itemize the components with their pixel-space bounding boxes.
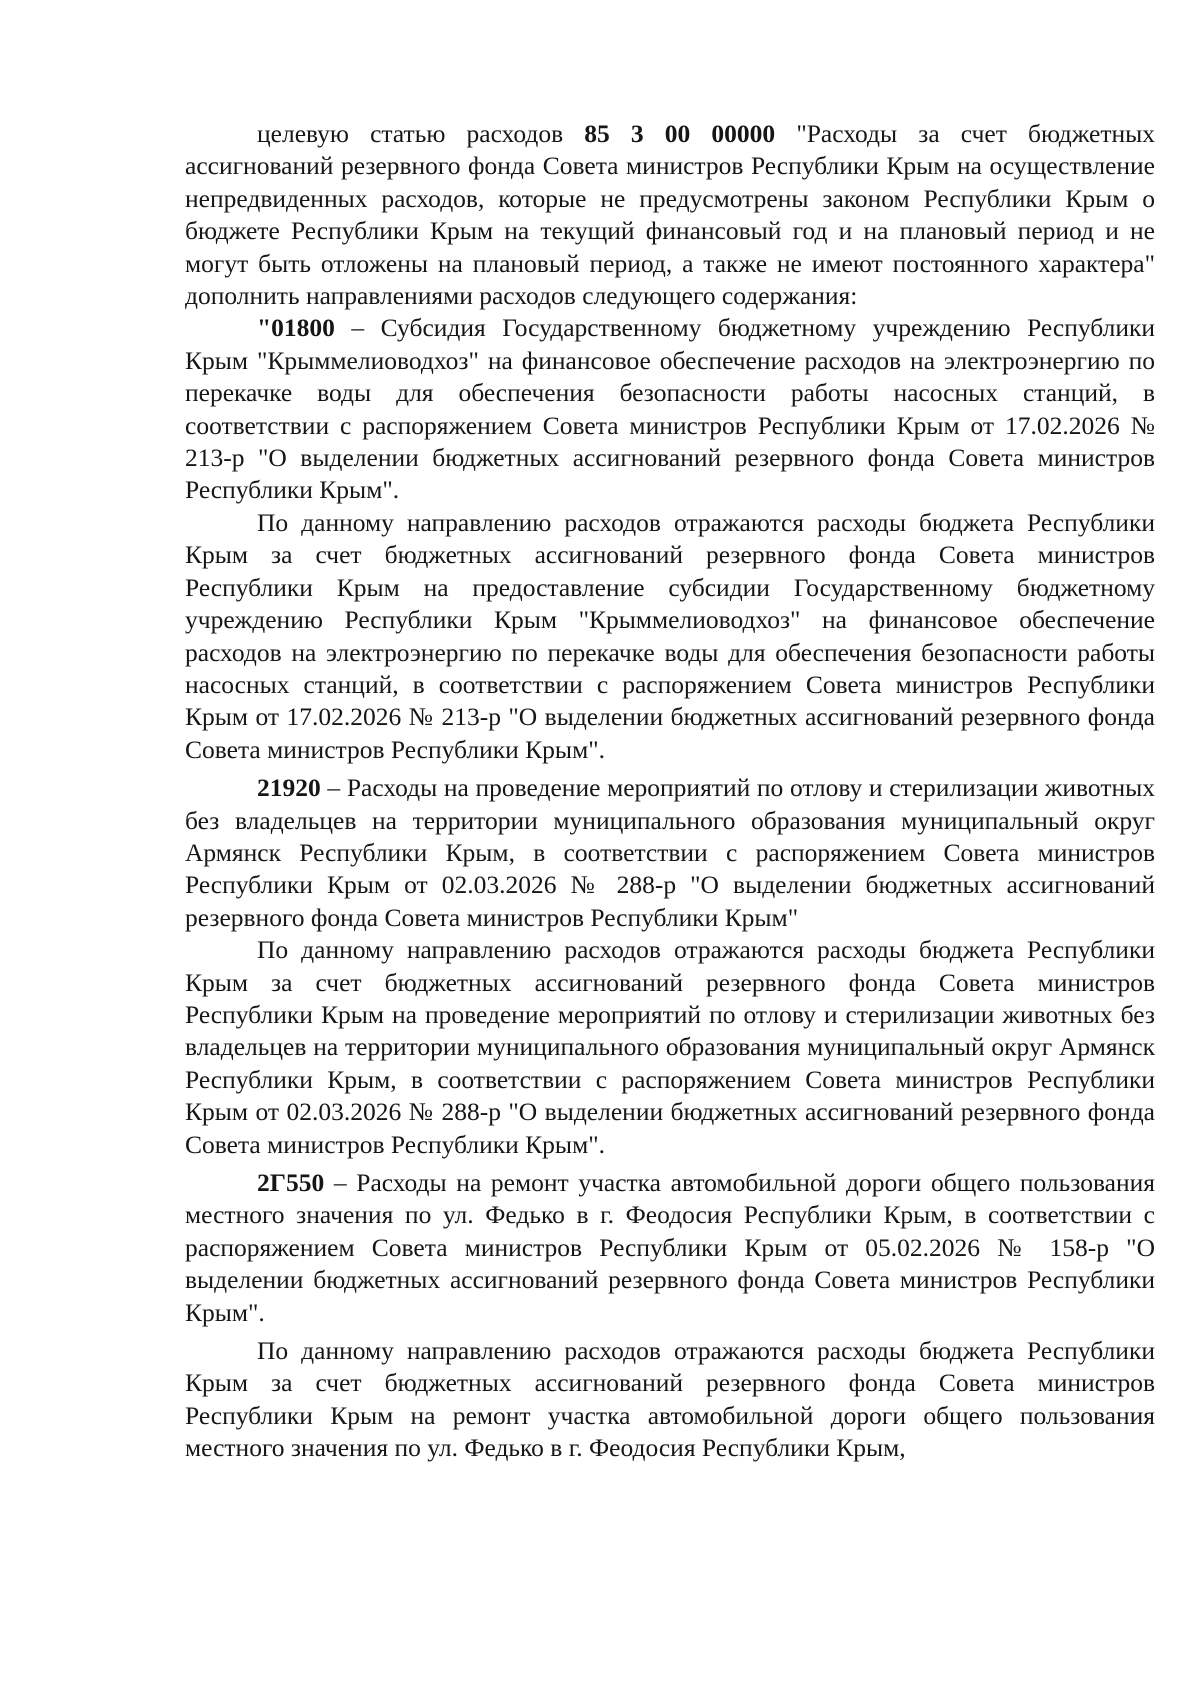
direction-code: 21920 (257, 773, 321, 803)
direction-code: 01800 (271, 313, 335, 343)
expense-direction-21920 (185, 772, 1155, 934)
direction-title: – Расходы на ремонт участка автомобильной дороги общего пользования местного значения по ул. Федько в г. Феодосия Республики Крым, в соответствии с распоряжением Совета министров Республики Крым от 05.02.2026 № 158-р "О выделении бюджетных ассигнований резервного фонда Совета министров Республики Крым". (185, 1168, 1155, 1327)
direction-description: По данному направлению расходов отражаются расходы бюджета Республики Крым за счет бюджетных ассигнований резервного фонда Совета министров Республики Крым на проведение мероприятий по отлову и стерилизации животных без владельцев на территории муниципального образования муниципальный округ Армянск Республики Крым, в соответствии с распоряжением Совета министров Республики Крым от 02.03.2026 № 288-р "О выделении бюджетных ассигнований резервного фонда Совета министров Республики Крым". (185, 935, 1155, 1159)
direction-title: – Субсидия Государственному бюджетному учреждению Республики Крым "Крыммелиоводхоз" на финансовое обеспечение расходов на электроэнергию по перекачке воды для обеспечения безопасности работы насосных станций, в соответствии с распоряжением Совета министров Республики Крым от 17.02.2026 № 213-р "О выделении бюджетных ассигнований резервного фонда Совета министров Республики Крым". (185, 313, 1155, 505)
quote-mark: " (257, 313, 272, 343)
direction-description: По данному направлению расходов отражаются расходы бюджета Республики Крым за счет бюджетных ассигнований резервного фонда Совета министров Республики Крым на предоставление субсидии Государственному бюджетному учреждению Республики Крым "Крыммелиоводхоз" на финансовое обеспечение расходов на электроэнергию по перекачке воды для обеспечения безопасности работы насосных станций, в соответствии с распоряжением Совета министров Республики Крым от 17.02.2026 № 213-р "О выделении бюджетных ассигнований резервного фонда Совета министров Республики Крым". (185, 507, 1155, 764)
document-body (185, 118, 1155, 1465)
direction-code: 2Г550 (257, 1168, 325, 1197)
direction-description: По данному направлению расходов отражаются расходы бюджета Республики Крым за счет бюджетных ассигнований резервного фонда Совета министров Республики Крым на ремонт участка автомобильной дороги общего пользования местного значения по ул. Федько в г. Феодосия Республики Крым, (185, 1336, 1155, 1463)
expense-direction-2g550 (185, 1167, 1155, 1329)
expense-direction-01800 (185, 312, 1155, 506)
intro-rest-text: "Расходы за счет бюджетных ассигнований резервного фонда Совета министров Республики Крым на осуществление непредвиденных расходов, которые не предусмотрены законом Республики Крым о бюджете Республики Крым на текущий финансовый год и на плановый период и не могут быть отложены на плановый период, а также не имеют постоянного характера" дополнить направлениями расходов следующего содержания: (185, 119, 1155, 311)
intro-paragraph (185, 118, 1155, 312)
intro-lead-text: целевую статью расходов (257, 119, 585, 148)
direction-title: – Расходы на проведение мероприятий по отлову и стерилизации животных без владельцев на территории муниципального образования муниципальный округ Армянск Республики Крым, в соответствии с распоряжением Совета министров Республики Крым от 02.03.2026 № 288-р "О выделении бюджетных ассигнований резервного фонда Совета министров Республики Крым" (185, 773, 1155, 932)
budget-article-code: 85 3 00 00000 (584, 119, 776, 148)
